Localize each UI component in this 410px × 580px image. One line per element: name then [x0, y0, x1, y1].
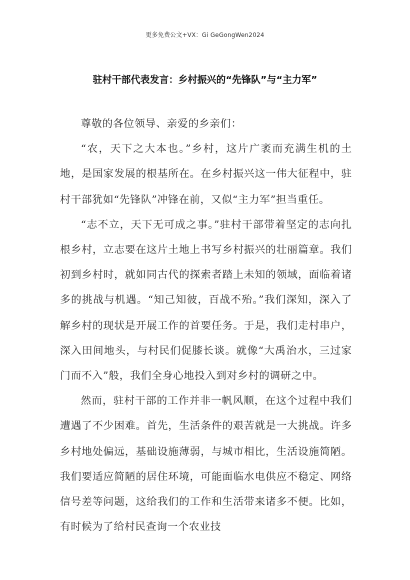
salutation-paragraph: 尊敬的各位领导、亲爱的乡亲们： — [80, 118, 242, 130]
document-body — [60, 112, 352, 540]
body-paragraph: 然而，驻村干部的工作并非一帆风顺，在这个过程中我们遭遇了不少困难。首先，生活条件的艰苦就是一大挑战。许多乡村地处偏远，基础设施薄弱，与城市相比，生活设施简陋。我们要适应简陋的居住环境，可能面临水电供应不稳定、网络信号差等问题，这给我们的工作和生活带来诸多不便。比如，有时候为了给村民查询一个农业技 — [60, 395, 352, 534]
document-title: 驻村干部代表发言：乡村振兴的“先锋队”与“主力军” — [92, 75, 318, 86]
header-note: 更多免费公文+VX：Gi GeGongWen2024 — [145, 32, 265, 39]
body-paragraph: “农，天下之大本也。”乡村，这片广袤而充满生机的土地，是国家发展的根基所在。在乡村振兴这一伟大征程中，驻村干部犹如“先锋队”冲锋在前，又似“主力军”担当重任。 — [60, 143, 352, 206]
body-paragraph: “志不立，天下无可成之事。”驻村干部带着坚定的志向扎根乡村，立志要在这片土地上书写乡村振兴的壮丽篇章。我们初到乡村时，就如同古代的探索者踏上未知的领域，面临着诸多的挑战与机遇。“知己知彼，百战不殆。”我们深知，深入了解乡村的现状是开展工作的首要任务。于是，我们走村串户，深入田间地头，与村民们促膝长谈。就像“大禹治水，三过家门而不入”般，我们全身心地投入到对乡村的调研之中。 — [60, 218, 352, 383]
